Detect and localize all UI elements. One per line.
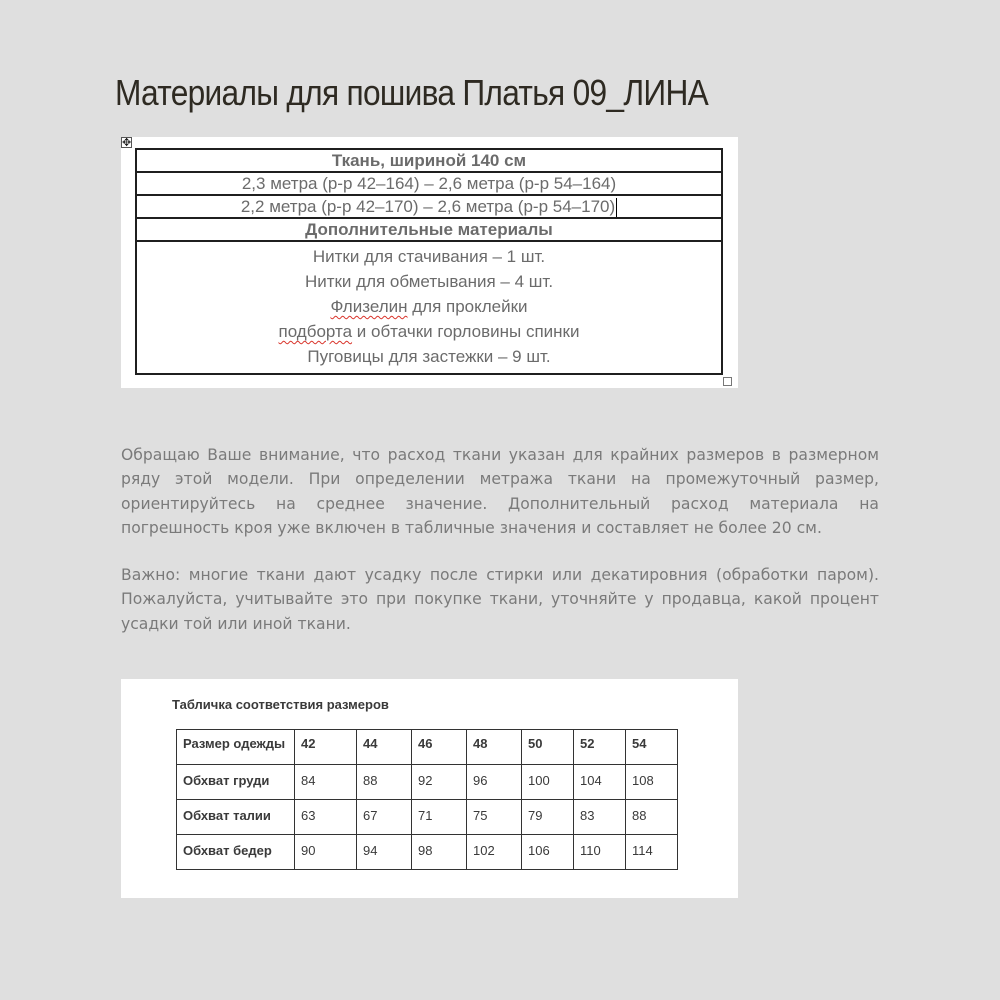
size-header-cell: 48 — [467, 730, 522, 765]
table-cell: 88 — [357, 765, 412, 800]
header-label-cell: Размер одежды — [177, 730, 295, 765]
fabric-row[interactable] — [136, 195, 722, 218]
spellcheck-word: Флизелин — [330, 297, 408, 317]
table-cell: 110 — [574, 835, 626, 870]
size-table — [176, 729, 678, 870]
spellcheck-word: подборта — [278, 322, 353, 342]
size-header-cell: 50 — [522, 730, 574, 765]
table-row — [177, 835, 678, 870]
list-item-text: и обтачки горловины спинки — [352, 322, 580, 342]
size-table-caption: Табличка соответствия размеров — [172, 697, 389, 712]
size-header-cell: 42 — [295, 730, 357, 765]
fabric-row: 2,3 метра (р-р 42–164) – 2,6 метра (р-р 54–164) — [136, 172, 722, 195]
table-cell: 79 — [522, 800, 574, 835]
list-item: Пуговицы для застежки – 9 шт. — [307, 347, 551, 367]
fabric-header-cell: Ткань, шириной 140 см — [136, 149, 722, 172]
table-cell: 102 — [467, 835, 522, 870]
materials-table-image — [121, 137, 738, 388]
extra-materials-header-cell: Дополнительные материалы — [136, 218, 722, 241]
table-cell: 83 — [574, 800, 626, 835]
list-item — [137, 294, 721, 319]
size-header-cell: 52 — [574, 730, 626, 765]
table-cell: 94 — [357, 835, 412, 870]
list-item — [137, 319, 721, 344]
row-label-cell: Обхват бедер — [177, 835, 295, 870]
page-title: Материалы для пошива Платья 09_ЛИНА — [115, 72, 709, 113]
table-cell: 98 — [412, 835, 467, 870]
table-row — [177, 765, 678, 800]
table-cell: 100 — [522, 765, 574, 800]
table-cell: 108 — [626, 765, 678, 800]
size-header-cell: 44 — [357, 730, 412, 765]
table-cell: 96 — [467, 765, 522, 800]
table-cell: 71 — [412, 800, 467, 835]
size-table-image — [121, 679, 738, 898]
table-cell: 75 — [467, 800, 522, 835]
list-item-text: для проклейки — [407, 297, 528, 317]
table-cell: 67 — [357, 800, 412, 835]
row-label-cell: Обхват груди — [177, 765, 295, 800]
table-cell: 104 — [574, 765, 626, 800]
list-item: Нитки для стачивания – 1 шт. — [312, 247, 546, 267]
size-header-cell: 46 — [412, 730, 467, 765]
table-header-row — [177, 730, 678, 765]
table-cell: 114 — [626, 835, 678, 870]
table-cell: 84 — [295, 765, 357, 800]
table-cell: 92 — [412, 765, 467, 800]
fabric-usage-note: Обращаю Ваше внимание, что расход ткани указан для крайних размеров в размерном ряду этой модели. При определении метража ткани на промежуточный размер, ориентируйтесь на среднее значение. Дополнительный расход материала на погрешность кроя уже включен в табличные значения и составляет не более 20 см. — [121, 446, 879, 537]
materials-table — [135, 148, 723, 375]
table-cell: 106 — [522, 835, 574, 870]
text-cursor — [616, 198, 617, 217]
fabric-row-text: 2,2 метра (р-р 42–170) – 2,6 метра (р-р 54–170) — [240, 197, 616, 216]
table-cell: 88 — [626, 800, 678, 835]
extra-materials-list — [136, 241, 722, 374]
list-item: Нитки для обметывания – 4 шт. — [304, 272, 554, 292]
size-header-cell: 54 — [626, 730, 678, 765]
table-resize-handle[interactable] — [723, 377, 732, 386]
row-label-cell: Обхват талии — [177, 800, 295, 835]
table-cell: 90 — [295, 835, 357, 870]
shrinkage-note: Важно: многие ткани дают усадку после стирки или декатировния (обработки паром). Пожалуйста, учитывайте это при покупке ткани, уточняйте у продавца, какой процент усадки той или иной ткани. — [121, 566, 879, 633]
table-cell: 63 — [295, 800, 357, 835]
table-move-handle-icon[interactable]: ✥ — [122, 137, 132, 149]
table-row — [177, 800, 678, 835]
